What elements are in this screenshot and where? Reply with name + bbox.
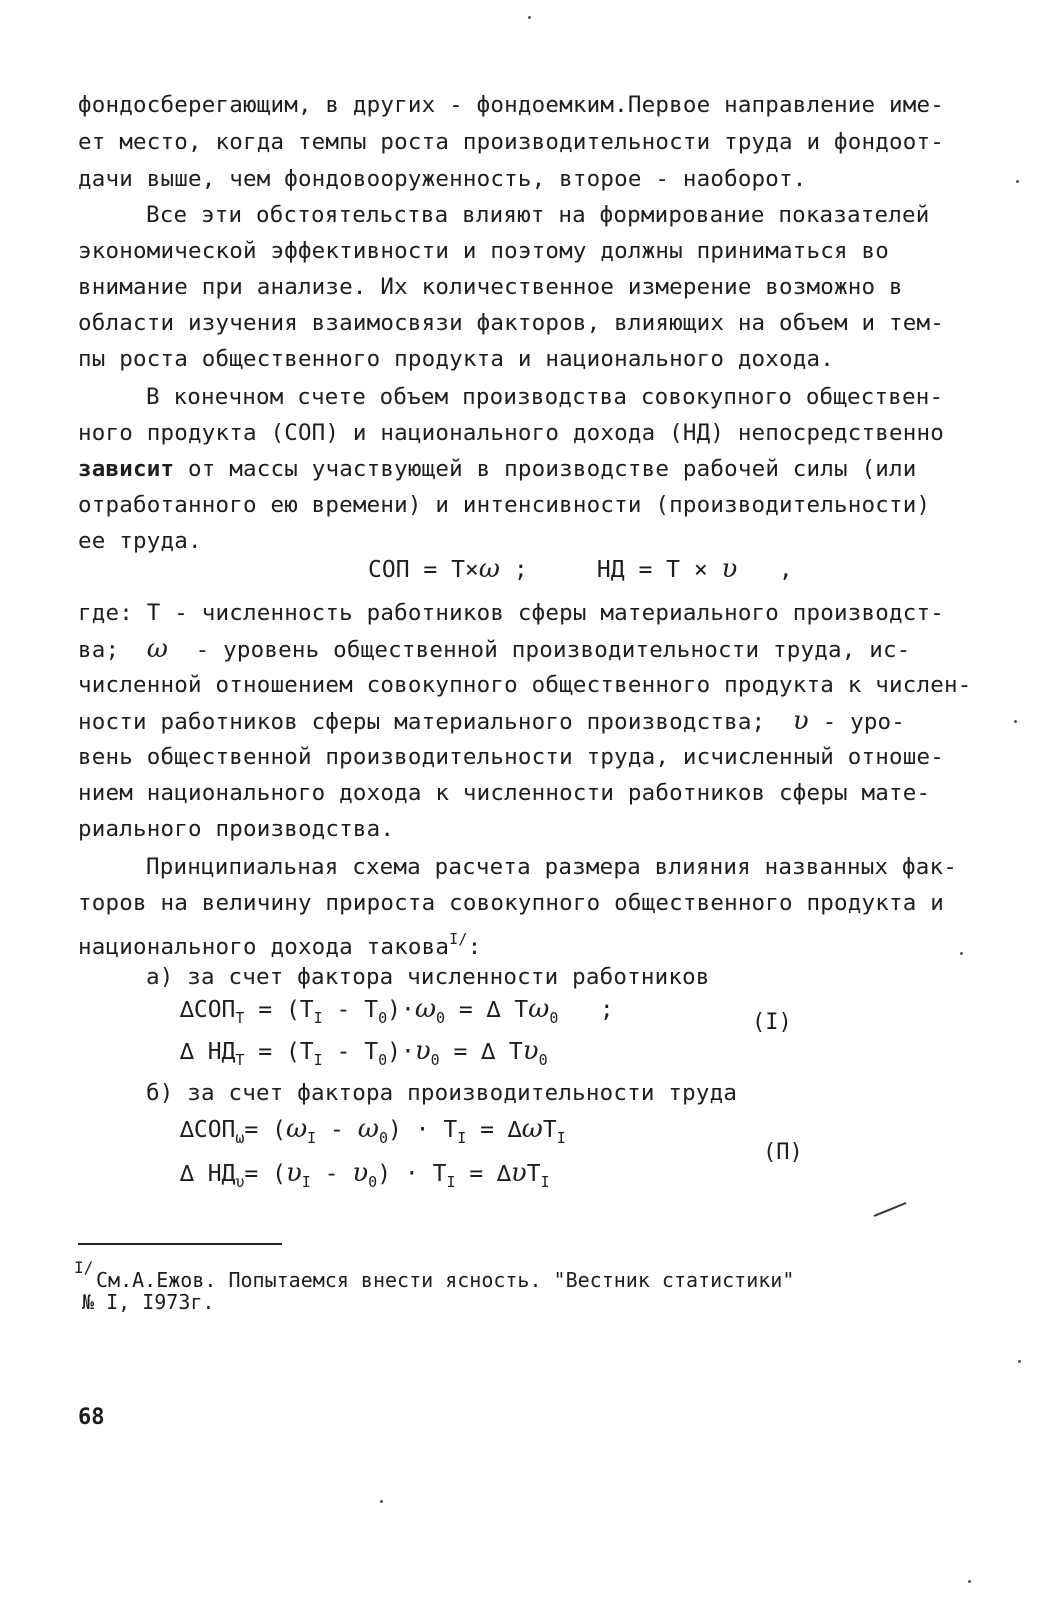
footnote-mark: I/ [74,1258,94,1277]
scan-speck [380,1500,383,1503]
formula-a2: ∆ $НД_Т = (Т_I - Т_0)\cdot\upsilon_0$ = ∆ $Т\upsilon_0$ [180,1036,548,1069]
text-line: дачи выше, чем фондовооруженность, второе - наоборот. [78,166,807,192]
formula-b2: ∆ $НД_\upsilon= (\upsilon_I - \upsilon_0) \cdot Т_I = \Delta\upsilon Т_I$ [180,1158,550,1191]
text-line: экономической эффективности и поэтому должны приниматься во [78,238,890,264]
text-line: пы роста общественного продукта и национального дохода. [78,346,835,372]
text-line: риального производства. [78,816,395,842]
text-line: национального дохода такова$^{I/}$: [78,930,482,960]
scan-speck [960,952,963,955]
footnote-line: № I, I973г. [82,1290,215,1314]
text-line: нием национального дохода к численности работников сферы мате- [78,780,931,806]
formula-b1: $\Delta СОП_\omega= (\omega_I - \omega_0) \cdot Т_I = \Delta\omega Т_I$ [180,1114,566,1147]
page-number: 68 [78,1405,105,1430]
text-line: ного продукта (СОП) и национального дохода (НД) непосредственно [78,420,945,446]
scan-speck [968,1580,971,1583]
case-a-label: а) за счет фактора численности работников [146,964,710,990]
text-line: Принципиальная схема расчета размера влияния названных фак- [146,854,958,880]
text-line: численной отношением совокупного общественного продукта к числен- [78,672,972,698]
text-line: В конечном счете объем производства совокупного обществен- [146,384,944,410]
pen-mark [872,1200,908,1220]
footnote-rule [78,1243,282,1245]
equation-number: (П) [763,1140,803,1165]
equation-number: (I) [752,1010,792,1035]
text-line: где: Т - численность работников сферы материального производст- [78,600,945,626]
text-line: области изучения взаимосвязи факторов, влияющих на объем и тем- [78,310,945,336]
text-line: ности работников сферы материального производства; υ - уро- [78,706,906,736]
text-line: фондосберегающим, в других - фондоемким.Первое направление име- [78,92,945,118]
text-line: зависит от массы участвующей в производстве рабочей силы (или [78,456,917,482]
text-line: ет место, когда темпы роста производительности труда и фондоот- [78,129,945,155]
formula-a1: $\Delta СОП_Т = (Т_I - Т_0)\cdot\omega_0$ = ∆ $Т\omega_0$ ; [180,994,614,1027]
text-line: внимание при анализе. Их количественное измерение возможно в [78,274,903,300]
footnote-line: См.А.Ежов. Попытаемся внести ясность. "Вестник статистики" [96,1268,795,1292]
formula-main: СОП = Т×ω ; НД = Т × υ , [368,554,793,584]
text-line: ва; ω - уровень общественной производительности труда, ис- [78,634,911,664]
case-b-label: б) за счет фактора производительности труда [146,1080,738,1106]
scan-speck [1014,720,1017,723]
bold-word: зависит [78,456,175,482]
text-line: отработанного ею времени) и интенсивности (производительности) [78,492,931,518]
text-line: торов на величину прироста совокупного общественного продукта и [78,890,945,916]
text-line: Все эти обстоятельства влияют на формирование показателей [146,202,930,228]
text-line: вень общественной производительности труда, исчисленный отноше- [78,744,945,770]
scan-speck [1018,1360,1021,1363]
scan-speck [1016,180,1019,183]
scan-speck [528,16,531,19]
text-line: ее труда. [78,528,202,554]
